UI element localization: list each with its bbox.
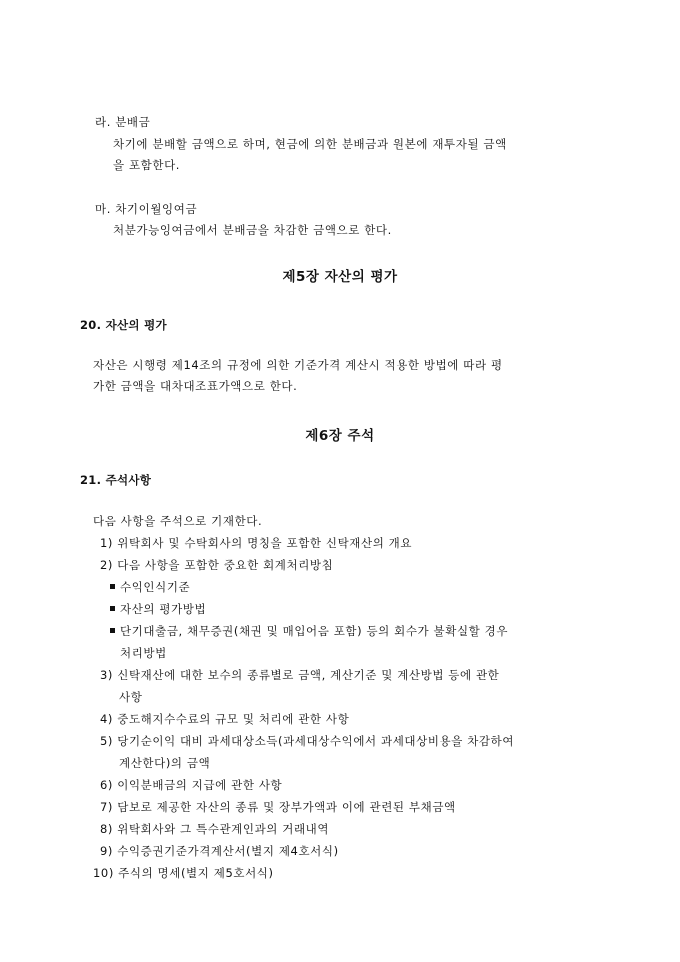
list-item-5-continued: 계산한다)의 금액 [119, 756, 211, 770]
bullet-icon [110, 628, 115, 633]
list-item-7: 7) 담보로 제공한 자산의 종류 및 장부가액과 이에 관련된 부채금액 [100, 800, 456, 814]
list-item-8: 8) 위탁회사와 그 특수관계인과의 거래내역 [100, 822, 330, 836]
list-item-4: 4) 중도해지수수료의 규모 및 처리에 관한 사항 [100, 712, 350, 726]
section-20-body-line-1: 자산은 시행령 제14조의 규정에 의한 기준가격 계산시 적용한 방법에 따라 평 [93, 358, 503, 372]
list-item-3-continued: 사항 [119, 690, 143, 704]
list-item-5: 5) 당기순이익 대비 과세대상소득(과세대상수익에서 과세대상비용을 차감하여 [100, 734, 515, 748]
chapter-5-title: 제5장 자산의 평가 [282, 269, 398, 285]
list-item-9: 9) 수익증권기준가격계산서(별지 제4호서식) [100, 844, 339, 858]
section-ma-title: 마. 차기이월잉여금 [95, 202, 198, 216]
bullet-item-3-text: 단기대출금, 채무증권(채권 및 매입어음 포함) 등의 회수가 불확실할 경우 [120, 624, 509, 638]
section-21-intro: 다음 사항을 주석으로 기재한다. [93, 514, 263, 528]
bullet-item-2-text: 자산의 평가방법 [120, 602, 207, 616]
bullet-item-2 [110, 601, 206, 617]
list-item-6: 6) 이익분배금의 지급에 관한 사항 [100, 778, 283, 792]
list-item-10: 10) 주식의 명세(별지 제5호서식) [93, 866, 274, 880]
bullet-item-3-continued: 처리방법 [120, 646, 167, 660]
section-ma-body: 처분가능잉여금에서 분배금을 차감한 금액으로 한다. [113, 223, 392, 237]
list-item-3: 3) 신탁재산에 대한 보수의 종류별로 금액, 계산기준 및 계산방법 등에 관한 [100, 668, 500, 682]
chapter-6-title: 제6장 주석 [305, 428, 375, 444]
bullet-item-1 [110, 579, 190, 595]
list-item-2: 2) 다음 사항을 포함한 중요한 회계처리방침 [100, 558, 334, 572]
section-ra-body-line-1: 차기에 분배할 금액으로 하며, 현금에 의한 분배금과 원본에 재투자될 금액 [113, 137, 507, 151]
section-ra-title: 라. 분배금 [95, 115, 151, 129]
bullet-item-3 [110, 623, 508, 639]
bullet-icon [110, 606, 115, 611]
section-20-body-line-2: 가한 금액을 대차대조표가액으로 한다. [93, 379, 298, 393]
section-ra-body-line-2: 을 포함한다. [113, 158, 181, 172]
section-21-title: 21. 주석사항 [80, 473, 152, 487]
bullet-item-1-text: 수익인식기준 [120, 580, 191, 594]
list-item-1: 1) 위탁회사 및 수탁회사의 명칭을 포함한 신탁재산의 개요 [100, 536, 413, 550]
bullet-icon [110, 584, 115, 589]
section-20-title: 20. 자산의 평가 [80, 318, 167, 332]
